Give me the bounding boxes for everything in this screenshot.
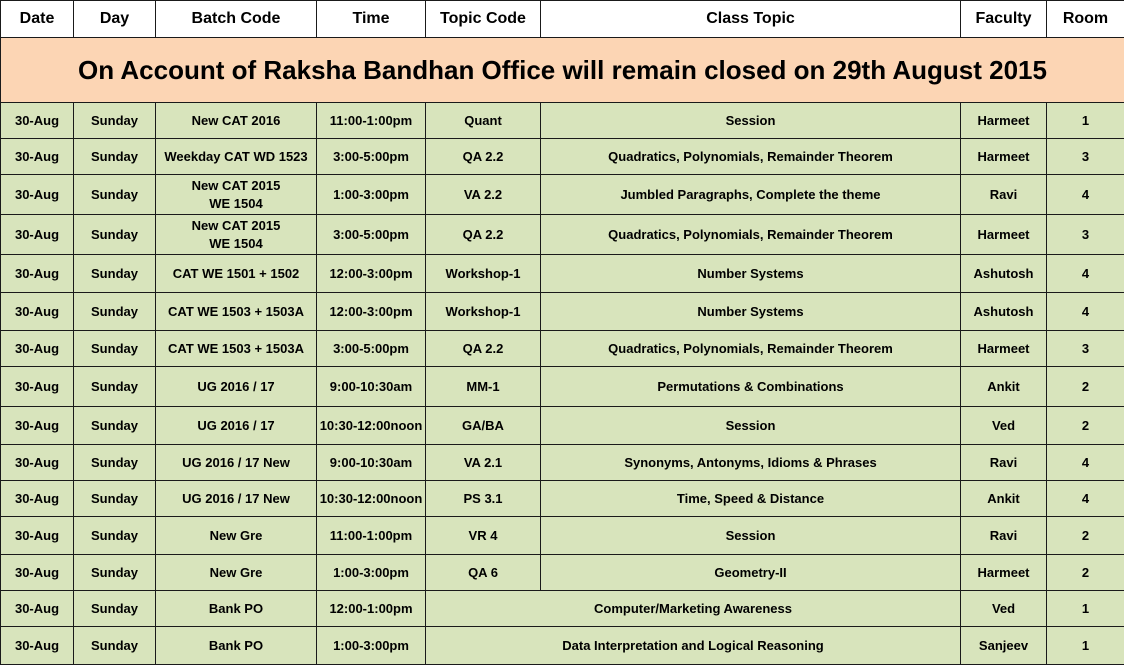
cell-day: Sunday: [74, 331, 156, 367]
cell-time: 9:00-10:30am: [317, 445, 426, 481]
header-row: [1, 1, 1124, 38]
cell-room: 4: [1047, 293, 1124, 331]
col-header-batch-code: Batch Code: [156, 1, 317, 38]
cell-room: 4: [1047, 175, 1124, 215]
batch-code-line: CAT WE 1503 + 1503A: [168, 303, 304, 319]
batch-code-line: CAT WE 1503 + 1503A: [168, 340, 304, 356]
batch-code-line: New CAT 2016: [191, 112, 281, 128]
cell-date: 30-Aug: [1, 445, 74, 481]
cell-room: 1: [1047, 103, 1124, 139]
cell-batch-code: [156, 517, 317, 555]
cell-date: 30-Aug: [1, 517, 74, 555]
cell-class-topic: Computer/Marketing Awareness: [426, 591, 961, 627]
cell-room: 4: [1047, 481, 1124, 517]
cell-time: 1:00-3:00pm: [317, 555, 426, 591]
cell-batch-code: [156, 103, 317, 139]
cell-class-topic: Quadratics, Polynomials, Remainder Theorem: [541, 139, 961, 175]
cell-date: 30-Aug: [1, 367, 74, 407]
cell-topic-code: QA 2.2: [426, 215, 541, 255]
cell-topic-code: Workshop-1: [426, 255, 541, 293]
cell-time: 1:00-3:00pm: [317, 175, 426, 215]
cell-time: 12:00-1:00pm: [317, 591, 426, 627]
cell-time: 3:00-5:00pm: [317, 331, 426, 367]
cell-day: Sunday: [74, 175, 156, 215]
cell-time: 9:00-10:30am: [317, 367, 426, 407]
cell-time: 10:30-12:00noon: [317, 481, 426, 517]
cell-date: 30-Aug: [1, 293, 74, 331]
cell-class-topic: Quadratics, Polynomials, Remainder Theorem: [541, 215, 961, 255]
cell-topic-code: QA 6: [426, 555, 541, 591]
col-header-topic-code: Topic Code: [426, 1, 541, 38]
batch-code-line: WE 1504: [209, 235, 263, 251]
cell-faculty: Ravi: [961, 175, 1047, 215]
table-row: [1, 367, 1124, 407]
cell-day: Sunday: [74, 367, 156, 407]
cell-topic-code: PS 3.1: [426, 481, 541, 517]
cell-batch-code: [156, 445, 317, 481]
cell-date: 30-Aug: [1, 255, 74, 293]
cell-class-topic: Geometry-II: [541, 555, 961, 591]
cell-day: Sunday: [74, 627, 156, 665]
table-row: [1, 555, 1124, 591]
cell-room: 2: [1047, 517, 1124, 555]
table-row: [1, 591, 1124, 627]
batch-code-line: Bank PO: [208, 637, 264, 653]
batch-code-line: WE 1504: [209, 195, 263, 211]
cell-day: Sunday: [74, 293, 156, 331]
batch-code-line: New CAT 2015: [191, 217, 281, 233]
cell-room: 3: [1047, 331, 1124, 367]
cell-topic-code: Workshop-1: [426, 293, 541, 331]
cell-date: 30-Aug: [1, 175, 74, 215]
notice-row: [1, 38, 1124, 103]
cell-faculty: Harmeet: [961, 139, 1047, 175]
cell-room: 3: [1047, 139, 1124, 175]
cell-day: Sunday: [74, 215, 156, 255]
batch-code-line: Weekday CAT WD 1523: [164, 148, 308, 164]
cell-day: Sunday: [74, 555, 156, 591]
batch-code-line: CAT WE 1501 + 1502: [172, 265, 300, 281]
batch-code-line: UG 2016 / 17: [197, 378, 275, 394]
table-row: [1, 255, 1124, 293]
col-header-room: Room: [1047, 1, 1124, 38]
cell-room: 4: [1047, 445, 1124, 481]
cell-faculty: Ankit: [961, 481, 1047, 517]
batch-code-line: UG 2016 / 17 New: [182, 490, 290, 506]
cell-class-topic: Jumbled Paragraphs, Complete the theme: [541, 175, 961, 215]
table-row: [1, 517, 1124, 555]
cell-batch-code: [156, 331, 317, 367]
cell-batch-code: [156, 481, 317, 517]
cell-date: 30-Aug: [1, 407, 74, 445]
col-header-faculty: Faculty: [961, 1, 1047, 38]
cell-topic-code: VR 4: [426, 517, 541, 555]
cell-topic-code: Quant: [426, 103, 541, 139]
cell-room: 4: [1047, 255, 1124, 293]
cell-date: 30-Aug: [1, 215, 74, 255]
cell-date: 30-Aug: [1, 139, 74, 175]
cell-date: 30-Aug: [1, 627, 74, 665]
cell-day: Sunday: [74, 591, 156, 627]
cell-room: 1: [1047, 627, 1124, 665]
cell-batch-code: [156, 175, 317, 215]
batch-code-line: UG 2016 / 17: [197, 417, 275, 433]
cell-date: 30-Aug: [1, 103, 74, 139]
cell-faculty: Ved: [961, 407, 1047, 445]
cell-time: 1:00-3:00pm: [317, 627, 426, 665]
cell-topic-code: QA 2.2: [426, 139, 541, 175]
cell-batch-code: [156, 555, 317, 591]
col-header-time: Time: [317, 1, 426, 38]
cell-topic-code: VA 2.1: [426, 445, 541, 481]
table-row: [1, 175, 1124, 215]
cell-topic-code: QA 2.2: [426, 331, 541, 367]
cell-topic-code: MM-1: [426, 367, 541, 407]
closure-notice: On Account of Raksha Bandhan Office will remain closed on 29th August 2015: [1, 38, 1124, 103]
col-header-class-topic: Class Topic: [541, 1, 961, 38]
table-row: [1, 215, 1124, 255]
batch-code-line: New Gre: [209, 527, 263, 543]
cell-faculty: Ashutosh: [961, 293, 1047, 331]
batch-code-line: New CAT 2015: [191, 177, 281, 193]
cell-batch-code: [156, 367, 317, 407]
cell-date: 30-Aug: [1, 331, 74, 367]
cell-class-topic: Permutations & Combinations: [541, 367, 961, 407]
cell-class-topic: Data Interpretation and Logical Reasoning: [426, 627, 961, 665]
cell-class-topic: Synonyms, Antonyms, Idioms & Phrases: [541, 445, 961, 481]
cell-faculty: Harmeet: [961, 331, 1047, 367]
batch-code-line: Bank PO: [208, 600, 264, 616]
cell-class-topic: Number Systems: [541, 293, 961, 331]
cell-faculty: Harmeet: [961, 215, 1047, 255]
cell-faculty: Sanjeev: [961, 627, 1047, 665]
table-row: [1, 445, 1124, 481]
table-row: [1, 407, 1124, 445]
cell-faculty: Harmeet: [961, 555, 1047, 591]
cell-date: 30-Aug: [1, 481, 74, 517]
cell-day: Sunday: [74, 481, 156, 517]
cell-faculty: Ashutosh: [961, 255, 1047, 293]
cell-class-topic: Session: [541, 103, 961, 139]
cell-date: 30-Aug: [1, 591, 74, 627]
cell-day: Sunday: [74, 445, 156, 481]
cell-topic-code: GA/BA: [426, 407, 541, 445]
cell-day: Sunday: [74, 517, 156, 555]
table-row: [1, 331, 1124, 367]
cell-batch-code: [156, 293, 317, 331]
cell-time: 12:00-3:00pm: [317, 255, 426, 293]
cell-faculty: Ravi: [961, 517, 1047, 555]
cell-room: 2: [1047, 367, 1124, 407]
cell-room: 2: [1047, 555, 1124, 591]
cell-day: Sunday: [74, 103, 156, 139]
table-row: [1, 293, 1124, 331]
cell-batch-code: [156, 215, 317, 255]
table-row: [1, 481, 1124, 517]
table-row: [1, 139, 1124, 175]
cell-class-topic: Quadratics, Polynomials, Remainder Theorem: [541, 331, 961, 367]
cell-topic-code: VA 2.2: [426, 175, 541, 215]
cell-faculty: Ved: [961, 591, 1047, 627]
cell-batch-code: [156, 627, 317, 665]
batch-code-line: New Gre: [209, 564, 263, 580]
cell-time: 11:00-1:00pm: [317, 517, 426, 555]
cell-room: 1: [1047, 591, 1124, 627]
cell-time: 12:00-3:00pm: [317, 293, 426, 331]
cell-room: 2: [1047, 407, 1124, 445]
cell-batch-code: [156, 255, 317, 293]
cell-time: 3:00-5:00pm: [317, 139, 426, 175]
cell-time: 11:00-1:00pm: [317, 103, 426, 139]
cell-faculty: Ravi: [961, 445, 1047, 481]
cell-day: Sunday: [74, 255, 156, 293]
cell-class-topic: Session: [541, 407, 961, 445]
cell-class-topic: Time, Speed & Distance: [541, 481, 961, 517]
cell-time: 3:00-5:00pm: [317, 215, 426, 255]
cell-faculty: Harmeet: [961, 103, 1047, 139]
cell-time: 10:30-12:00noon: [317, 407, 426, 445]
col-header-date: Date: [1, 1, 74, 38]
cell-class-topic: Number Systems: [541, 255, 961, 293]
cell-day: Sunday: [74, 407, 156, 445]
cell-room: 3: [1047, 215, 1124, 255]
batch-code-line: UG 2016 / 17 New: [182, 454, 290, 470]
table-row: [1, 103, 1124, 139]
cell-class-topic: Session: [541, 517, 961, 555]
table-row: [1, 627, 1124, 665]
cell-batch-code: [156, 139, 317, 175]
cell-batch-code: [156, 591, 317, 627]
col-header-day: Day: [74, 1, 156, 38]
cell-faculty: Ankit: [961, 367, 1047, 407]
cell-day: Sunday: [74, 139, 156, 175]
cell-date: 30-Aug: [1, 555, 74, 591]
cell-batch-code: [156, 407, 317, 445]
